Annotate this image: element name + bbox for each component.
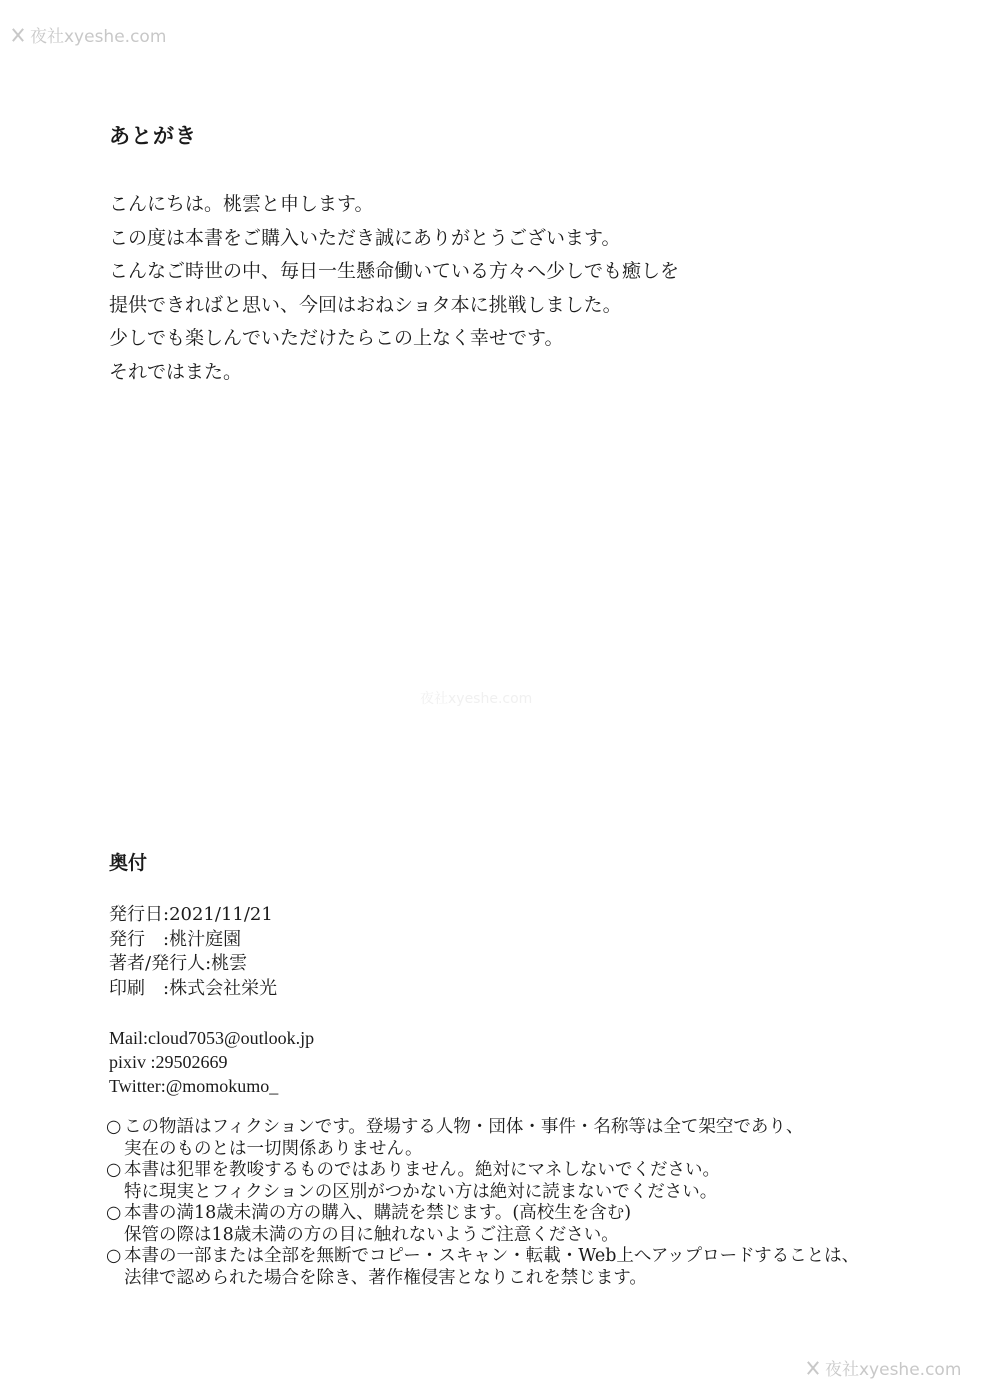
colophon-separator: : xyxy=(145,977,170,999)
afterword-paragraph: 提供できればと思い、今回はおねショタ本に挑戦しました。 xyxy=(109,293,622,316)
colophon-value: 桃汁庭園 xyxy=(169,928,242,950)
colophon-label: 著者/発行人 xyxy=(109,953,206,974)
notice-line: 保管の際は18歳未満の方の目に触れないようご注意ください。 xyxy=(124,1224,619,1245)
notice-line: 実在のものとは一切関係ありません。 xyxy=(124,1138,423,1159)
notice-line: 本書は犯罪を教唆するものではありません。絶対にマネしないでください。 xyxy=(124,1160,721,1180)
colophon-value: 2021/11/21 xyxy=(169,904,273,925)
notice-item-fiction xyxy=(106,1117,976,1160)
contact-list xyxy=(109,1026,929,1098)
colophon-section xyxy=(109,848,929,1098)
afterword-heading: あとがき xyxy=(109,123,197,148)
circle-bullet-icon: ○ xyxy=(106,1160,122,1180)
notice-line: 本書の一部または全部を無断でコピー・スキャン・転載・Web上へアップロードすることは、 xyxy=(124,1246,860,1266)
colophon-label: 発行日 xyxy=(109,904,163,925)
notice-item-age-restriction xyxy=(106,1203,976,1246)
afterword-section xyxy=(109,120,929,389)
circle-bullet-icon: ○ xyxy=(106,1117,122,1137)
colophon-label: 印刷 xyxy=(109,977,145,999)
notice-line: この物語はフィクションです。登場する人物・団体・事件・名称等は全て架空であり、 xyxy=(124,1117,804,1137)
contact-mail: Mail:cloud7053@outlook.jp xyxy=(109,1028,315,1048)
colophon-separator: : xyxy=(205,953,212,974)
watermark-text: 夜社xyeshe.com xyxy=(825,1360,962,1380)
watermark-center: 夜社xyeshe.com xyxy=(420,691,533,707)
notice-line: 法律で認められた場合を除き、著作権侵害となりこれを禁じます。 xyxy=(124,1267,647,1288)
afterword-paragraph: こんにちは。桃雲と申します。 xyxy=(109,193,374,215)
notice-line: 本書の満18歳未満の方の購入、購読を禁じます。(高校生を含む) xyxy=(124,1203,632,1223)
notice-line: 特に現実とフィクションの区別がつかない方は絶対に読まないでください。 xyxy=(124,1181,718,1202)
afterword-paragraph: こんなご時世の中、毎日一生懸命働いている方々へ少しでも癒しを xyxy=(109,260,680,282)
watermark-bottom xyxy=(805,1355,961,1380)
contact-pixiv: pixiv :29502669 xyxy=(109,1052,228,1072)
colophon-separator: : xyxy=(163,904,170,925)
colophon-row-printer xyxy=(109,977,929,1002)
notice-item-no-imitation xyxy=(106,1160,976,1203)
notices-section xyxy=(106,1117,976,1289)
colophon-row-author xyxy=(109,952,929,977)
colophon-row-publisher xyxy=(109,928,929,953)
afterword-paragraph: それではまた。 xyxy=(109,360,243,383)
afterword-paragraph: 少しでも楽しんでいただけたらこの上なく幸せです。 xyxy=(109,327,564,349)
circle-bullet-icon: ○ xyxy=(106,1246,122,1266)
afterword-paragraph: この度は本書をご購入いただき誠にありがとうございます。 xyxy=(109,226,621,249)
watermark-logo-icon xyxy=(10,27,26,43)
colophon-label: 発行 xyxy=(109,928,145,950)
watermark-logo-icon xyxy=(805,1360,821,1376)
contact-twitter: Twitter:@momokumo_ xyxy=(109,1076,279,1096)
colophon-row-publish-date xyxy=(109,903,929,928)
colophon-separator: : xyxy=(145,928,170,950)
colophon-value: 桃雲 xyxy=(211,953,248,974)
circle-bullet-icon: ○ xyxy=(106,1203,122,1223)
watermark-top xyxy=(10,22,166,47)
colophon-heading: 奥付 xyxy=(109,852,148,874)
colophon-value: 株式会社栄光 xyxy=(169,977,278,999)
watermark-text: 夜社xyeshe.com xyxy=(30,27,167,47)
notice-item-copyright xyxy=(106,1246,976,1289)
